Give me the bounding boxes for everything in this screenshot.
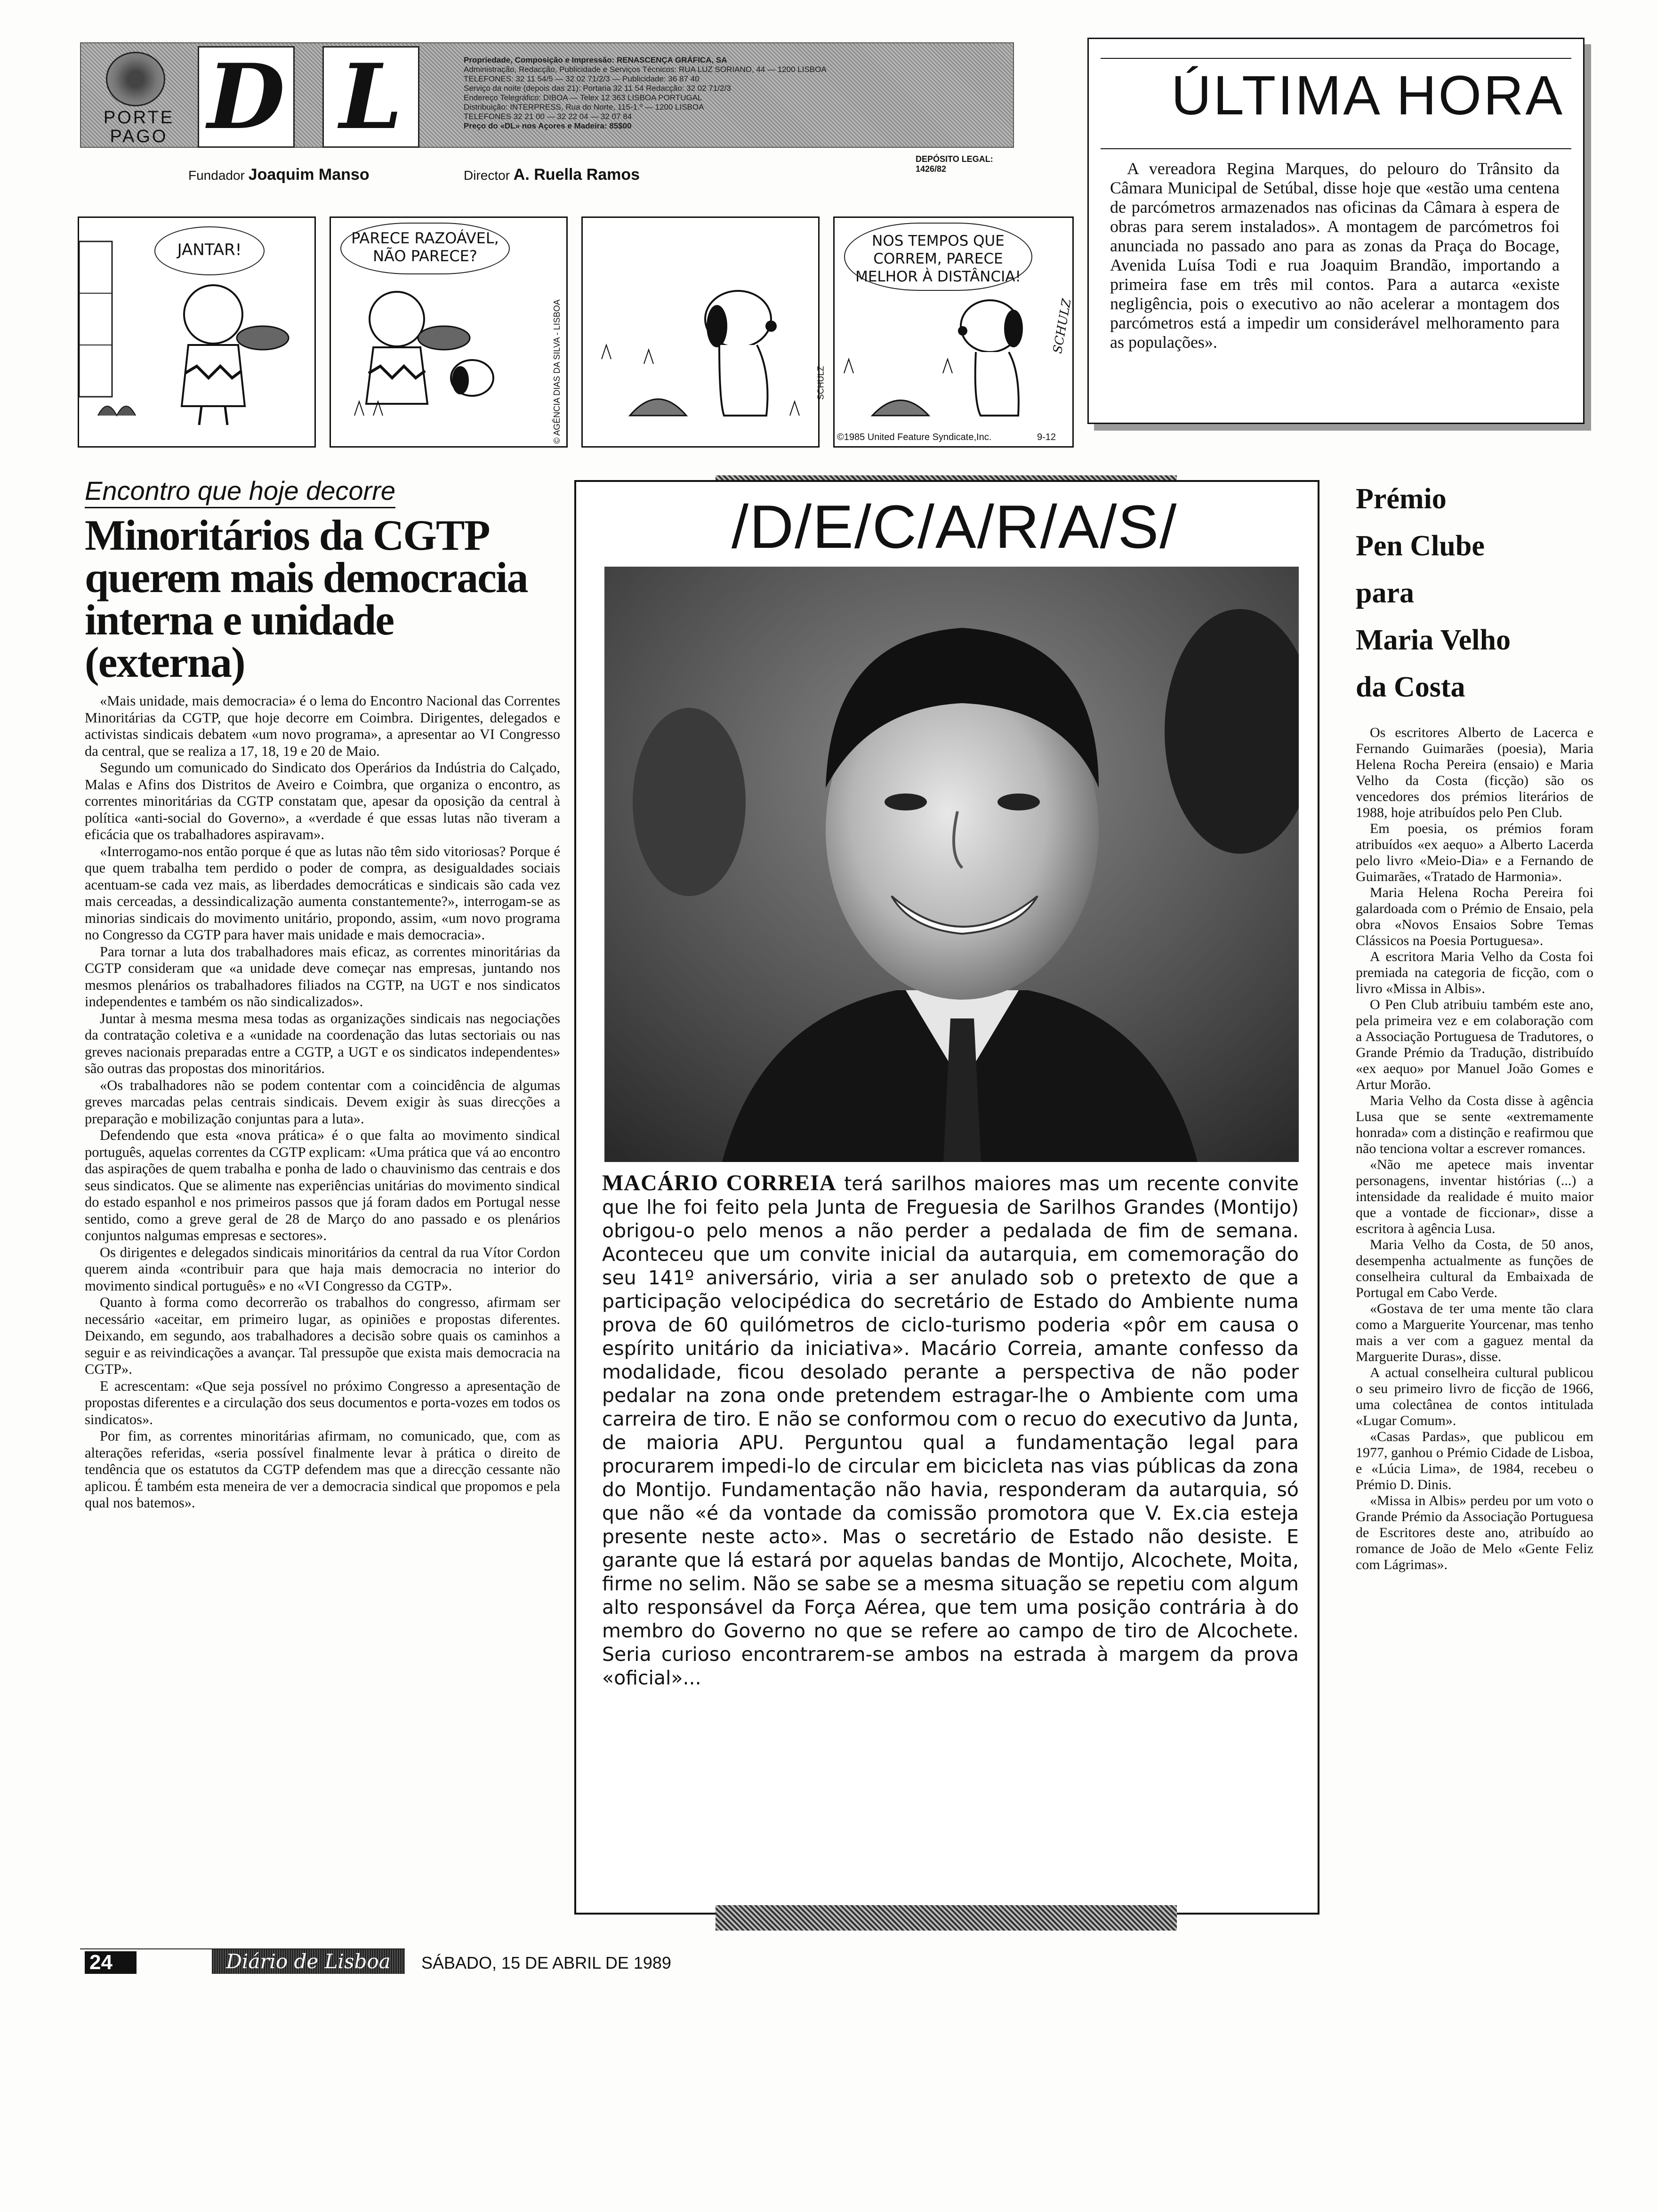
article-headline: Minoritários da CGTP querem mais democracia interna e unidade (externa) bbox=[85, 511, 528, 686]
info-line: Administração, Redacção, Publicidade e Serviços Técnicos: RUA LUZ SORIANO, 44 — 1200 LISBOA bbox=[464, 65, 827, 74]
right-paragraph: O Pen Club atribuiu também este ano, pela primeira vez e em colaboração com a Associação Portuguesa de Tradutores, o Grande Prémio da Tradução, distribuído «ex aequo» por Manuel João Gomes e Artur Morão. bbox=[1356, 997, 1593, 1092]
speech-bubble-2: PARECE RAZOÁVEL, NÃO PARECE? bbox=[340, 223, 510, 274]
porte-pago-label bbox=[89, 108, 188, 146]
decaras-box bbox=[574, 480, 1319, 1915]
headline-line: Prémio bbox=[1356, 483, 1447, 515]
article-paragraph: «Mais unidade, mais democracia» é o lema do Encontro Nacional das Correntes Minoritárias da CGTP, que hoje decorre em Coimbra. Dirigentes, delegados e activistas sindicais debatem «um novo programa», a apresentar ao VI Congresso da central, que se realiza a 17, 18, 19 e 20 de Maio. bbox=[85, 693, 560, 759]
right-paragraph: Maria Velho da Costa disse à agência Lusa que se sente «extremamente honrada» com a distinção e reafirmou que não tenciona voltar a escrever romances. bbox=[1356, 1093, 1593, 1156]
masthead-seal bbox=[89, 52, 184, 146]
director-line bbox=[464, 166, 640, 184]
comic-panel-1 bbox=[78, 216, 316, 448]
snoopy-bowl-drawing bbox=[583, 218, 818, 446]
article-paragraph: Juntar à mesma mesma mesa todas as organizações sindicais nas negociações da contratação coletiva e a «unidade na coordenação das lutas sectoriais ou nas greves nacionais preparadas entre a CGTP, a UGT e os sindicatos independentes» são outras das propostas dos minoritários. bbox=[85, 1010, 560, 1076]
fundador-name: Joaquim Manso bbox=[248, 166, 370, 184]
info-line: Endereço Telegráfico: DIBOA — Telex 12 363 LISBOA PORTUGAL bbox=[464, 93, 702, 102]
article-paragraph: «Interrogamo-nos então porque é que as lutas não têm sido vitoriosas? Porque é que quem trabalha tem perdido o poder de compra, as desigualdades sociais acentuam-se cada vez mais, as liberdades democráticas e sindicais são cada vez mais cerceadas, a dessindicalização aumenta constantemente?», interrogam-se as minorias sindicais do movimento unitário, propondo, assim, «um novo programa no Congresso da CGTP para haver mais unidade e mais democracia». bbox=[85, 843, 560, 943]
logo-letter-d: D bbox=[207, 44, 285, 149]
headline-line: Pen Clube bbox=[1356, 530, 1485, 562]
director-label: Director bbox=[464, 168, 510, 183]
headline-line: para bbox=[1356, 577, 1414, 609]
right-paragraph: Os escritores Alberto de Lacerca e Fernando Guimarães (poesia), Maria Helena Rocha Pereira (ensaio) e Maria Velho da Costa (ficção) são os vencedores dos prémios literários de 1988, hoje atribuídos pelo Pen Club. bbox=[1356, 725, 1593, 820]
right-article bbox=[1356, 475, 1593, 1573]
speech-bubble-4: NOS TEMPOS QUE CORREM, PARECE MELHOR À DISTÂNCIA! bbox=[844, 223, 1032, 291]
logo-tile-d bbox=[198, 46, 295, 148]
right-paragraph: Maria Velho da Costa, de 50 anos, desempenha actualmente as funções de conselheira cultural da Embaixada de Portugal em Cabo Verde. bbox=[1356, 1237, 1593, 1300]
article-paragraph: «Os trabalhadores não se podem contentar com a coincidência de algumas greves marcadas pelas centrais sindicais. Devem exigir às suas direcções a preparação e mobilização conjuntas para a luta». bbox=[85, 1077, 560, 1127]
headline-line: Maria Velho bbox=[1356, 624, 1511, 656]
comic-strip bbox=[78, 216, 1073, 449]
logo-letter-l: L bbox=[339, 44, 402, 149]
logo-tile-l bbox=[322, 46, 419, 148]
info-line: Preço do «DL» nos Açores e Madeira: 85$00 bbox=[464, 121, 632, 130]
right-paragraph: «Não me apetece mais inventar personagens, inventar histórias (...) a intensidade da realidade é muito maior que a vontade de ficcionar», disse a escritora à agência Lusa. bbox=[1356, 1157, 1593, 1236]
portrait-image bbox=[604, 567, 1299, 1162]
left-article bbox=[85, 475, 560, 1512]
comic-signature-small: SCHULZ bbox=[816, 366, 826, 400]
coat-of-arms-icon bbox=[106, 52, 165, 106]
right-paragraph: Maria Helena Rocha Pereira foi galardoada com o Prémio de Ensaio, pela obra «Novos Ensaios Sobre Temas Clássicos na Poesia Portuguesa». bbox=[1356, 885, 1593, 948]
comic-signature: SCHULZ bbox=[1050, 297, 1074, 355]
masthead-info bbox=[464, 56, 934, 131]
info-line: TELEFONES: 32 11 54/5 — 32 02 71/2/3 — Publicidade: 36 87 40 bbox=[464, 74, 700, 83]
portrait-photo bbox=[604, 567, 1299, 1162]
right-paragraph: A actual conselheira cultural publicou o seu primeiro livro de ficção de 1966, uma colectânea de contos intitulada «Lugar Comum». bbox=[1356, 1365, 1593, 1428]
issue-date: SÁBADO, 15 DE ABRIL DE 1989 bbox=[421, 1953, 671, 1972]
decaras-bottom-tab bbox=[716, 1905, 1177, 1931]
speech-bubble-1: JANTAR! bbox=[154, 226, 265, 275]
info-line: Serviço da noite (depois das 21): Portaria 32 11 54 Redacção: 32 02 71/2/3 bbox=[464, 84, 731, 93]
right-paragraph: «Casas Pardas», que publicou em 1977, ganhou o Prémio Cidade de Lisboa, e «Lúcia Lima», de 1984, recebeu o Prémio D. Dinis. bbox=[1356, 1429, 1593, 1492]
decaras-title: /D/E/C/A/R/A/S/ bbox=[732, 492, 1178, 561]
ultima-hora-title-frame bbox=[1101, 58, 1571, 149]
right-body bbox=[1356, 725, 1593, 1573]
headline-line: da Costa bbox=[1356, 671, 1465, 703]
paper-name: Diário de Lisboa bbox=[212, 1949, 405, 1974]
article-paragraph: Defendendo que esta «nova prática» é o que falta ao movimento sindical português, aquelas correntes da CGTP explicam: «Uma prática que vá ao encontro das aspirações de quem trabalha e ponha de lado o chauvinismo das centrais e dos seus sindicatos. Que se alimente nas experiências unitárias do movimento sindical do estado espanhol e nos primeiros passos que já foram dados em Portugal nesse sentido, como a greve geral de 28 de Março do ano passado e os plenários conjuntos nalgumas empresas e sectores». bbox=[85, 1127, 560, 1243]
pago-label: PAGO bbox=[110, 127, 168, 146]
article-paragraph: Quanto à forma como decorrerão os trabalhos do congresso, afirmam ser necessário «aceitar, em primeiro lugar, as opiniões e propostas diferentes. Deixando, em segundo, aos trabalhadores a decisão sobre quais os caminhos a seguir e as reivindicações a avançar. Tal pressupõe que exista mais democracia na CGTP». bbox=[85, 1294, 560, 1377]
masthead bbox=[80, 42, 1012, 186]
right-paragraph: «Missa in Albis» perdeu por um voto o Grande Prémio da Associação Portuguesa de Escritores deste ano, atribuído ao romance de João de Melo «Gente Feliz com Lágrimas». bbox=[1356, 1493, 1593, 1572]
ultima-hora-body: A vereadora Regina Marques, do pelouro do Trânsito da Câmara Municipal de Setúbal, disse hoje que «estão uma centena de parcómetros armazenados nas oficinas da Câmara à espera de obras para serem instalados». A montagem de parcómetros foi anunciada no passado ano para as zonas da Praça do Bocage, Avenida Luísa Todi e rua Joaquim Brandão, importando a primeira fase em três mil contos. Para a autarca «existe negligência, pois o executivo ao não acelerar a montagem dos parcómetros está a impedir um considerável melhoramento para as populações». bbox=[1110, 159, 1560, 352]
article-body bbox=[85, 693, 560, 1512]
right-paragraph: A escritora Maria Velho da Costa foi premiada na categoria de ficção, com o livro «Missa in Albis». bbox=[1356, 949, 1593, 996]
right-paragraph: Em poesia, os prémios foram atribuídos «ex aequo» a Alberto Lacerda pelo livro «Meio-Dia» e a Fernando de Guimarães, «Tratado de Harmonia». bbox=[1356, 821, 1593, 884]
comic-panel-3 bbox=[581, 216, 826, 448]
agency-credit-text: © AGÊNCIA DIAS DA SILVA - LISBOA bbox=[552, 299, 562, 444]
article-kicker: Encontro que hoje decorre bbox=[85, 475, 395, 508]
charlie-brown-drawing bbox=[79, 218, 314, 446]
decaras-body bbox=[602, 1171, 1299, 1690]
article-paragraph: Segundo um comunicado do Sindicato dos Operários da Indústria do Calçado, Malas e Afins dos Distritos de Aveiro e Coimbra, que organiza o encontro, as correntes minoritárias da CGTP constatam que, apesar da oposição da central à política «anti-social do Governo», a «verdade é que essas lutas não tiveram a eficácia que os trabalhadores aspiravam». bbox=[85, 760, 560, 842]
info-line: Distribuição: INTERPRESS, Rua do Norte, 115-1.º — 1200 LISBOA bbox=[464, 103, 704, 112]
article-paragraph: Por fim, as correntes minoritárias afirmam, no comunicado, que, com as alterações referidas, «seria possível finalmente levar à prática o direito de tendência que os estatutos da CGTP defendem mas que a direcção cessante não aplicou. É também esta meneira de ver a democracia sindical que propomos e pela qual nos batemos». bbox=[85, 1428, 560, 1511]
info-line: Propriedade, Composição e Impressão: RENASCENÇA GRÁFICA, SA bbox=[464, 56, 727, 64]
ultima-hora-box bbox=[1087, 38, 1585, 424]
info-line: TELEFONES 32 21 00 — 32 22 04 — 32 07 84 bbox=[464, 112, 632, 121]
snoopy-distance-drawing bbox=[835, 218, 1072, 446]
deposito-legal: DEPÓSITO LEGAL: 1426/82 bbox=[916, 154, 993, 174]
page-number: 24 bbox=[85, 1951, 137, 1974]
right-headline bbox=[1356, 475, 1593, 711]
charlie-snoopy-drawing bbox=[331, 218, 566, 446]
comic-copyright: ©1985 United Feature Syndicate,Inc. bbox=[837, 432, 992, 442]
comic-date: 9-12 bbox=[1037, 432, 1056, 442]
decaras-text: terá sarilhos maiores mas um recente convite que lhe foi feito pela Junta de Freguesia de Sarilhos Grandes (Montijo) obrigou-o pelo menos a não perder a pedalada de fim de semana. Aconteceu que um convite inicial da autarquia, em comemoração do seu 141º aniversário, viria a ser anulado sob o pretexto de que a participação velocipédica do secretário de Estado do Ambiente numa prova de 60 quilómetros de ciclo-turismo poderia «pôr em causa o espírito unitário da iniciativa». Macário Correia, amante confesso da modalidade, ficou desolado perante a perspectiva de não poder pedalar na zona onde pretendem estragar-lhe o Ambiente com uma carreira de tiro. E não se conformou com o recuo do executivo da Junta, de maioria APU. Perguntou qual a fundamentação legal para procurarem impedi-lo de circular em bicicleta nas vias públicas da zona do Montijo. Fundamentação não havia, responderam da autarquia, só que não «é da vontade da comissão promotora que V. Ex.cia esteja presente neste acto». Mas o secretário de Estado não desiste. E garante que lá estará por aquelas bandas de Montijo, Alcochete, Moita, firme no selim. Não se sabe se a mesma situação se repetiu com algum alto responsável da Força Aérea, que tem uma posição contrária à do membro do Governo no que se refere ao campo de tiro de Alcochete. Seria curioso encontrarem-se ambos na estrada à margem da prova «oficial»... bbox=[602, 1172, 1299, 1689]
porte-label: PORTE bbox=[103, 108, 175, 128]
article-paragraph: Para tornar a luta dos trabalhadores mais eficaz, as correntes minoritárias da CGTP consideram que «a unidade deve começar nas empresas, juntando nos mesmos plenários os trabalhadores filiados na CGTP, na UGT e nos sindicatos independentes e também os não sindicalizados». bbox=[85, 943, 560, 1010]
agency-credit bbox=[552, 246, 566, 444]
ultima-hora-title: ÚLTIMA HORA bbox=[1171, 64, 1565, 127]
fundador-label: Fundador bbox=[188, 168, 245, 183]
article-paragraph: Os dirigentes e delegados sindicais minoritários da central da rua Vítor Cordon querem ainda «contribuir para que haja mais democracia no interior do movimento sindical português» e no «VI Congresso da CGTP». bbox=[85, 1244, 560, 1294]
article-paragraph: E acrescentam: «Que seja possível no próximo Congresso a apresentação de propostas diferentes e a circulação dos seus documentos e porta-vozes em todos os sindicatos». bbox=[85, 1378, 560, 1427]
comic-panel-4 bbox=[833, 216, 1074, 448]
comic-panel-2 bbox=[330, 216, 568, 448]
right-paragraph: «Gostava de ter uma mente tão clara como a Marguerite Yourcenar, mas tenho mais a ver com a gaguez mental da Marguerite Duras», disse. bbox=[1356, 1301, 1593, 1364]
decaras-lead: MACÁRIO CORREIA bbox=[602, 1170, 837, 1195]
director-name: A. Ruella Ramos bbox=[513, 166, 640, 184]
fundador-line bbox=[188, 166, 370, 184]
